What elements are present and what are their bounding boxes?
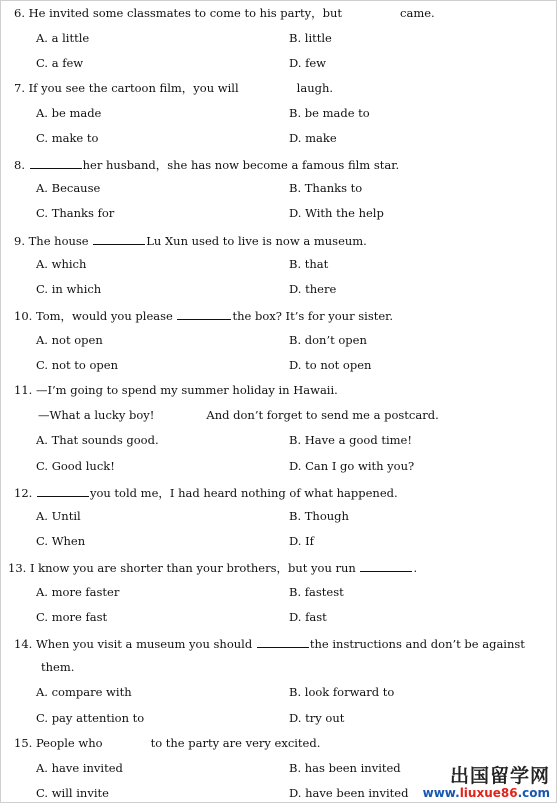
option-7-c: C. make to [36,131,99,145]
option-10-c: C. not to open [36,358,119,372]
option-9-c: C. in which [36,282,102,296]
option-6-a: A. a little [36,31,90,45]
question-12-stem: 12. you told me，I had heard nothing of what happened. [14,486,398,500]
option-13-c: C. more fast [36,610,108,624]
option-8-a: A. Because [36,181,101,195]
question-6-stem: 6. He invited some classmates to come to his party，but came. [14,6,435,20]
question-11-stem: 11. —I’m going to spend my summer holiday in Hawaii. [14,383,338,397]
question-8-stem: 8. her husband，she has now become a famous film star. [14,158,400,172]
option-8-d: D. With the help [289,206,384,220]
option-15-c: C. will invite [36,786,109,800]
option-6-d: D. few [289,56,327,70]
option-6-b: B. little [289,31,332,45]
question-15-stem: 15. People who to the party are very excited. [14,736,321,750]
question-7-stem: 7. If you see the cartoon film，you will laugh. [14,81,334,95]
option-8-b: B. Thanks to [289,181,363,195]
answer-blank [93,234,145,245]
question-11-dialogue: —What a lucky boy! And don’t forget to send me a postcard. [38,408,439,422]
option-14-a: A. compare with [36,685,132,699]
option-10-a: A. not open [36,333,103,347]
answer-blank [30,158,82,169]
option-7-a: A. be made [36,106,102,120]
option-7-d: D. make [289,131,337,145]
question-9-stem: 9. The house Lu Xun used to live is now a museum. [14,234,367,248]
option-13-b: B. fastest [289,585,344,599]
question-14-stem-continued: them. [41,660,75,674]
answer-blank [37,486,89,497]
option-9-d: D. there [289,282,337,296]
option-12-a: A. Until [36,509,81,523]
option-6-c: C. a few [36,56,84,70]
answer-blank [177,309,231,320]
option-13-a: A. more faster [36,585,120,599]
option-11-a: A. That sounds good. [36,433,159,447]
option-7-b: B. be made to [289,106,370,120]
watermark-chinese-text: 出国留学网 [449,765,550,788]
option-14-c: C. pay attention to [36,711,145,725]
option-11-c: C. Good luck! [36,459,115,473]
option-11-d: D. Can I go with you? [289,459,415,473]
option-9-b: B. that [289,257,329,271]
option-15-d: D. have been invited [289,786,409,800]
question-10-stem: 10. Tom，would you please the box? It’s for your sister. [14,309,394,323]
option-12-d: D. If [289,534,314,548]
answer-blank [360,561,412,572]
option-10-d: D. to not open [289,358,372,372]
option-12-b: B. Though [289,509,349,523]
option-15-b: B. has been invited [289,761,401,775]
question-13-stem: 13. I know you are shorter than your brothers，but you run . [8,561,418,575]
option-14-b: B. look forward to [289,685,395,699]
question-14-stem: 14. When you visit a museum you should the instructions and don’t be against [14,637,525,651]
watermark-url: www.liuxue86.com [422,786,550,801]
option-9-a: A. which [36,257,87,271]
option-14-d: D. try out [289,711,345,725]
option-13-d: D. fast [289,610,327,624]
option-10-b: B. don’t open [289,333,367,347]
answer-blank [257,637,309,648]
site-watermark [423,767,550,800]
option-15-a: A. have invited [36,761,123,775]
option-8-c: C. Thanks for [36,206,115,220]
option-12-c: C. When [36,534,86,548]
option-11-b: B. Have a good time! [289,433,412,447]
